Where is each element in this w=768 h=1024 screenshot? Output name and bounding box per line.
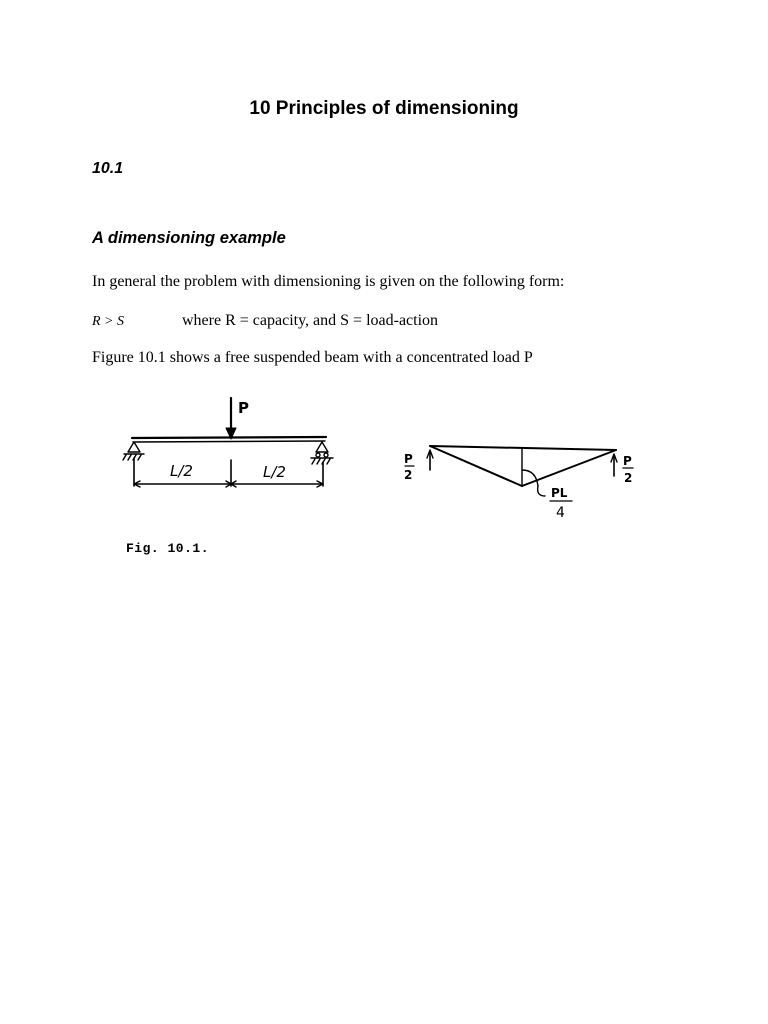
moment-baseline [430,446,616,450]
paragraph-figure-reference: Figure 10.1 shows a free suspended beam with a concentrated load P [92,349,533,366]
moment-denominator: 4 [556,505,565,521]
figure-10-1 [0,380,768,580]
section-title: A dimensioning example [92,229,286,247]
left-support [123,442,144,460]
right-span-label: L/2 [263,463,286,481]
left-reaction-numerator: P [404,452,413,466]
paragraph-intro: In general the problem with dimensioning is given on the following form: [92,273,565,290]
right-support [311,442,333,464]
section-number: 10.1 [92,160,124,177]
left-reaction-denominator: 2 [404,468,413,482]
formula-explanation: where R = capacity, and S = load-action [182,312,439,329]
formula-line [92,312,438,330]
formula: R > S [92,314,124,329]
right-reaction-denominator: 2 [624,471,633,485]
right-reaction-numerator: P [623,454,632,468]
moment-diagram [405,446,633,501]
figure-caption: Fig. 10.1. [126,541,210,556]
beam-diagram [123,398,333,487]
chapter-title: 10 Principles of dimensioning [249,98,519,119]
load-label: P [238,399,249,417]
moment-numerator: PL [551,486,568,500]
left-span-label: L/2 [170,462,193,480]
beam [132,437,326,438]
